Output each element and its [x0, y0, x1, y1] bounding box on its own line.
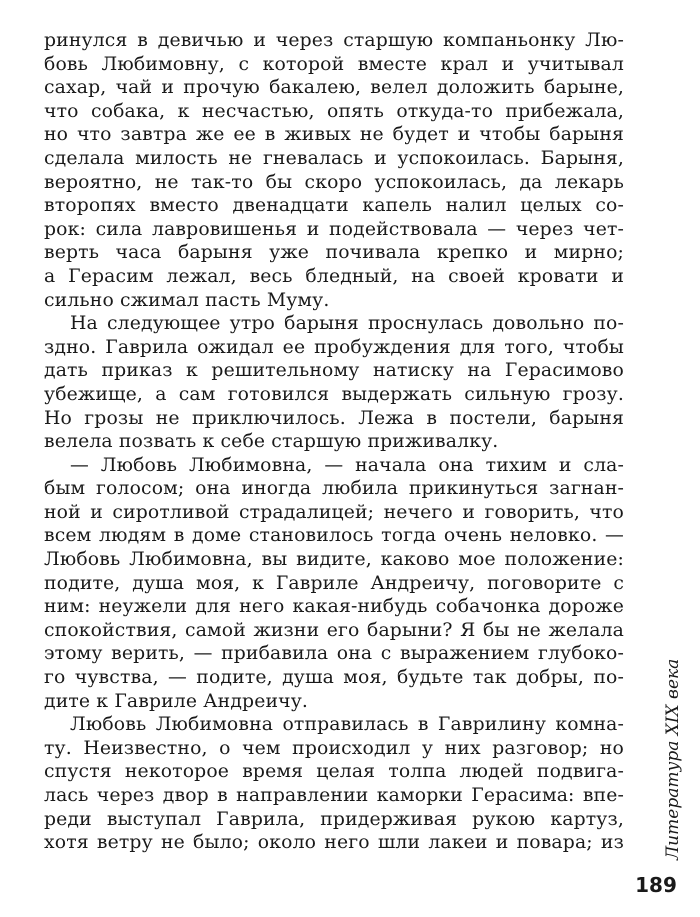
text-line: Любовь Любимовна отправилась в Гаврилину комна-	[70, 714, 624, 736]
running-head	[643, 640, 683, 860]
text-line: дать приказ к решительному натиску на Герасимово	[44, 360, 624, 382]
text-line: спокойствия, самой жизни его барыни? Я бы не желала	[44, 619, 624, 641]
text-line: ту. Неизвестно, о чем происходил у них разговор; но	[44, 737, 624, 759]
text-line: реди выступал Гаврила, придерживая рукою картуз,	[44, 808, 624, 830]
text-line: велела позвать к себе старшую приживалку.	[44, 431, 499, 453]
text-line: На следующее утро барыня проснулась довольно по-	[70, 313, 624, 335]
text-line: но что завтра же ее в живых не будет и чтобы барыня	[44, 124, 624, 146]
text-line: дите к Гавриле Андреичу.	[44, 690, 309, 712]
text-line: верть часа барыня уже почивала крепко и мирно;	[44, 242, 624, 264]
text-line: хотя ветру не было; около него шли лакеи и повара; из	[44, 832, 624, 854]
text-line: этому верить, — прибавила она с выражением глубоко-	[44, 643, 624, 665]
text-line: сахар, чай и прочую бакалею, велел доложить барыне,	[44, 77, 624, 99]
text-line: ним: неужели для него какая-нибудь собачонка дороже	[44, 596, 624, 618]
text-line: — Любовь Любимовна, — начала она тихим и сла-	[70, 454, 624, 476]
page-number: 189	[635, 873, 677, 897]
text-line: подите, душа моя, к Гавриле Андреичу, поговорите с	[44, 572, 624, 594]
text-line: рок: сила лавровишенья и подействовала — через чет-	[44, 218, 624, 240]
text-line: сделала милость не гневалась и успокоилась. Барыня,	[44, 147, 624, 169]
text-line: ринулся в девичью и через старшую компаньонку Лю-	[44, 30, 624, 51]
text-line: Но грозы не приключилось. Лежа в постели, барыня	[44, 407, 624, 429]
body-text	[44, 29, 624, 855]
text-line: ной и сиротливой страдалицей; нечего и говорить, что	[44, 501, 624, 523]
text-line: всем людям в доме становилось тогда очень неловко. —	[44, 525, 624, 547]
text-line: здно. Гаврила ожидал ее пробуждения для того, чтобы	[44, 336, 624, 358]
text-line: спустя некоторое время целая толпа людей подвига-	[44, 761, 624, 783]
text-line: убежище, а сам готовился выдержать сильную грозу.	[44, 383, 624, 405]
text-line: вероятно, не так-то бы скоро успокоилась, да лекарь	[44, 171, 624, 193]
text-line: Любовь Любимовна, вы видите, каково мое положение:	[44, 549, 624, 571]
text-line: бовь Любимовну, с которой вместе крал и учитывал	[44, 53, 624, 75]
running-head-text: Литература XIX века	[663, 658, 683, 860]
text-line: го чувства, — подите, душа моя, будьте так добры, по-	[44, 667, 624, 689]
text-line: бым голосом; она иногда любила прикинуться загнан-	[44, 478, 624, 500]
text-line: сильно сжимал пасть Муму.	[44, 289, 330, 311]
text-line: второпях вместо двенадцати капель налил целых со-	[44, 195, 624, 217]
text-line: лась через двор в направлении каморки Герасима: впе-	[44, 785, 624, 806]
text-line: что собака, к несчастью, опять откуда-то прибежала,	[44, 100, 624, 122]
text-line: а Герасим лежал, весь бледный, на своей кровати и	[44, 265, 624, 287]
